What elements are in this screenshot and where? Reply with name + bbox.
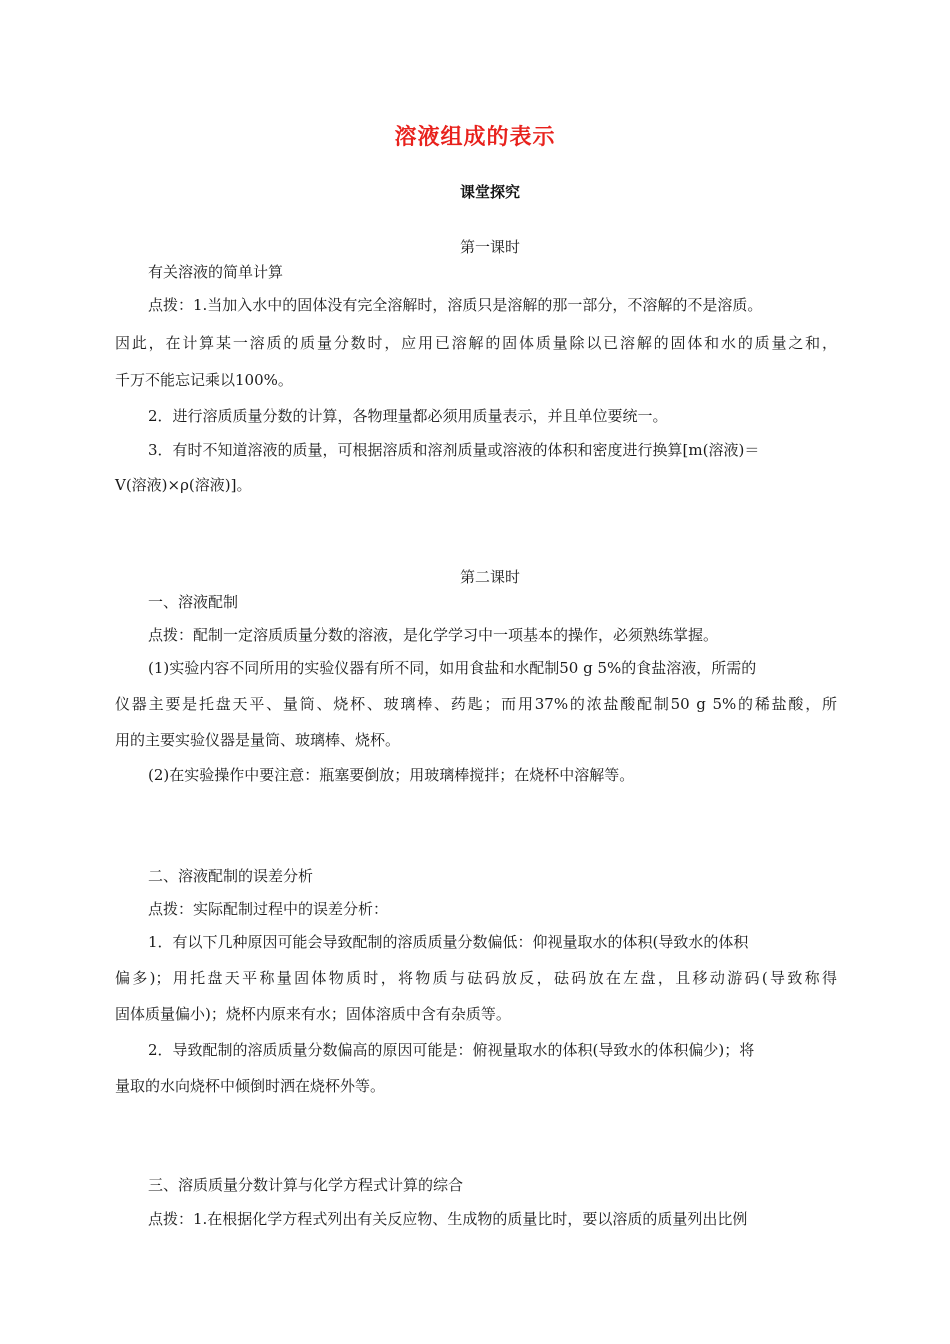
lesson1-tip-line3: 千万不能忘记乘以100%。 xyxy=(115,371,293,389)
lesson1-section-title: 有关溶液的简单计算 xyxy=(148,263,284,281)
section1-tip: 点拨：配制一定溶质质量分数的溶液，是化学学习中一项基本的操作，必须熟练掌握。 xyxy=(148,626,719,644)
section2-point1-line1: 1．有以下几种原因可能会导致配制的溶质质量分数偏低：仰视量取水的体积(导致水的体积 xyxy=(148,933,749,951)
section1-title: 一、溶液配制 xyxy=(148,593,239,611)
section1-point1-line2: 仪器主要是托盘天平、量筒、烧杯、玻璃棒、药匙；而用37%的浓盐酸配制50 g 5%的稀盐酸，所 xyxy=(115,695,837,713)
section2-point1-line2: 偏多)；用托盘天平称量固体物质时，将物质与砝码放反，砝码放在左盘，且移动游码(导致称得 xyxy=(115,969,837,987)
lesson1-heading: 第一课时 xyxy=(459,238,520,256)
lesson2-heading: 第二课时 xyxy=(459,568,520,586)
document-title: 溶液组成的表示 xyxy=(394,125,556,150)
lesson1-point3-line1: 3．有时不知道溶液的质量，可根据溶质和溶剂质量或溶液的体积和密度进行换算[m(溶液)＝ xyxy=(148,441,760,459)
section1-point2: (2)在实验操作中要注意：瓶塞要倒放；用玻璃棒搅拌；在烧杯中溶解等。 xyxy=(148,766,635,784)
section1-point1-line1: (1)实验内容不同所用的实验仪器有所不同，如用食盐和水配制50 g 5%的食盐溶液，所需的 xyxy=(148,659,757,677)
section1-point1-line3: 用的主要实验仪器是量筒、玻璃棒、烧杯。 xyxy=(115,731,401,749)
section3-tip-line1: 点拨：1.在根据化学方程式列出有关反应物、生成物的质量比时，要以溶质的质量列出比例 xyxy=(148,1210,748,1228)
lesson1-tip-line2: 因此，在计算某一溶质的质量分数时，应用已溶解的固体质量除以已溶解的固体和水的质量之和， xyxy=(115,334,837,352)
lesson1-point2: 2．进行溶质质量分数的计算，各物理量都必须用质量表示，并且单位要统一。 xyxy=(148,407,668,425)
document-subtitle: 课堂探究 xyxy=(459,183,520,201)
section2-point2-line1: 2．导致配制的溶质质量分数偏高的原因可能是：俯视量取水的体积(导致水的体积偏少)；将 xyxy=(148,1041,755,1059)
section3-title: 三、溶质质量分数计算与化学方程式计算的综合 xyxy=(148,1176,464,1194)
lesson1-point3-line2: V(溶液)×ρ(溶液)]。 xyxy=(115,476,252,494)
section2-point1-line3: 固体质量偏小)；烧杯内原来有水；固体溶质中含有杂质等。 xyxy=(115,1005,511,1023)
section2-tip: 点拨：实际配制过程中的误差分析： xyxy=(148,900,389,918)
section2-title: 二、溶液配制的误差分析 xyxy=(148,867,314,885)
section2-point2-line2: 量取的水向烧杯中倾倒时洒在烧杯外等。 xyxy=(115,1077,386,1095)
lesson1-tip-line1: 点拨：1.当加入水中的固体没有完全溶解时，溶质只是溶解的那一部分，不溶解的不是溶质。 xyxy=(148,296,763,314)
